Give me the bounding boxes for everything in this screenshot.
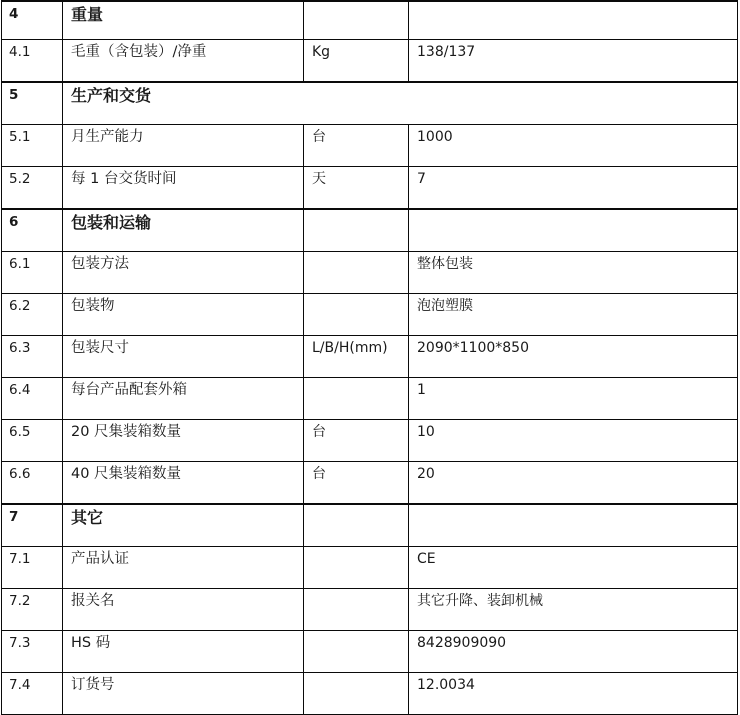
section-title: 生产和交货 (63, 82, 738, 125)
spec-sheet (1, 0, 738, 715)
item-label: 毛重（含包装）/净重 (63, 40, 304, 83)
table-row (2, 631, 738, 673)
unit-label (304, 589, 409, 631)
item-value: 12.0034 (409, 673, 738, 715)
unit-label (304, 631, 409, 673)
row-number: 7.3 (2, 631, 63, 673)
item-label: 订货号 (63, 673, 304, 715)
row-number: 4.1 (2, 40, 63, 83)
empty-cell (409, 209, 738, 252)
item-label: 包装方法 (63, 252, 304, 294)
unit-label: Kg (304, 40, 409, 83)
row-number: 6.2 (2, 294, 63, 336)
empty-cell (409, 504, 738, 547)
row-number: 7.1 (2, 547, 63, 589)
item-value: 整体包装 (409, 252, 738, 294)
row-number: 6.6 (2, 462, 63, 505)
table-row (2, 125, 738, 167)
unit-label (304, 378, 409, 420)
unit-label (304, 547, 409, 589)
item-label: 每台产品配套外箱 (63, 378, 304, 420)
item-label: 20 尺集装箱数量 (63, 420, 304, 462)
unit-label: 台 (304, 462, 409, 505)
row-number: 7.2 (2, 589, 63, 631)
row-number: 6.1 (2, 252, 63, 294)
item-value: 2090*1100*850 (409, 336, 738, 378)
unit-label (304, 294, 409, 336)
table-row (2, 294, 738, 336)
row-number: 6.5 (2, 420, 63, 462)
item-label: 产品认证 (63, 547, 304, 589)
item-value: 1 (409, 378, 738, 420)
item-value: 138/137 (409, 40, 738, 83)
empty-cell (304, 504, 409, 547)
table-row (2, 462, 738, 505)
unit-label (304, 252, 409, 294)
item-value: 8428909090 (409, 631, 738, 673)
section-title: 重量 (63, 1, 304, 40)
table-row (2, 378, 738, 420)
section-title: 其它 (63, 504, 304, 547)
table-row (2, 420, 738, 462)
empty-cell (304, 1, 409, 40)
unit-label: 天 (304, 167, 409, 210)
item-value: CE (409, 547, 738, 589)
row-number: 4 (2, 1, 63, 40)
table-row (2, 589, 738, 631)
row-number: 5 (2, 82, 63, 125)
section-row-production-delivery (2, 82, 738, 125)
unit-label: L/B/H(mm) (304, 336, 409, 378)
item-value: 20 (409, 462, 738, 505)
table-row (2, 336, 738, 378)
row-number: 7.4 (2, 673, 63, 715)
table-row (2, 252, 738, 294)
row-number: 6.4 (2, 378, 63, 420)
table-row (2, 40, 738, 83)
table-row (2, 167, 738, 210)
item-value: 7 (409, 167, 738, 210)
table-row (2, 547, 738, 589)
item-value: 泡泡塑膜 (409, 294, 738, 336)
empty-cell (409, 1, 738, 40)
spec-table (1, 0, 738, 715)
item-label: 40 尺集装箱数量 (63, 462, 304, 505)
row-number: 5.1 (2, 125, 63, 167)
unit-label: 台 (304, 420, 409, 462)
section-row-other (2, 504, 738, 547)
row-number: 7 (2, 504, 63, 547)
unit-label: 台 (304, 125, 409, 167)
item-label: HS 码 (63, 631, 304, 673)
section-row-packing-shipping (2, 209, 738, 252)
item-label: 每 1 台交货时间 (63, 167, 304, 210)
item-label: 月生产能力 (63, 125, 304, 167)
item-value: 其它升降、装卸机械 (409, 589, 738, 631)
section-title: 包装和运输 (63, 209, 304, 252)
item-label: 包装物 (63, 294, 304, 336)
item-label: 包装尺寸 (63, 336, 304, 378)
row-number: 5.2 (2, 167, 63, 210)
row-number: 6 (2, 209, 63, 252)
item-value: 10 (409, 420, 738, 462)
empty-cell (304, 209, 409, 252)
row-number: 6.3 (2, 336, 63, 378)
section-row-weight (2, 1, 738, 40)
item-value: 1000 (409, 125, 738, 167)
item-label: 报关名 (63, 589, 304, 631)
